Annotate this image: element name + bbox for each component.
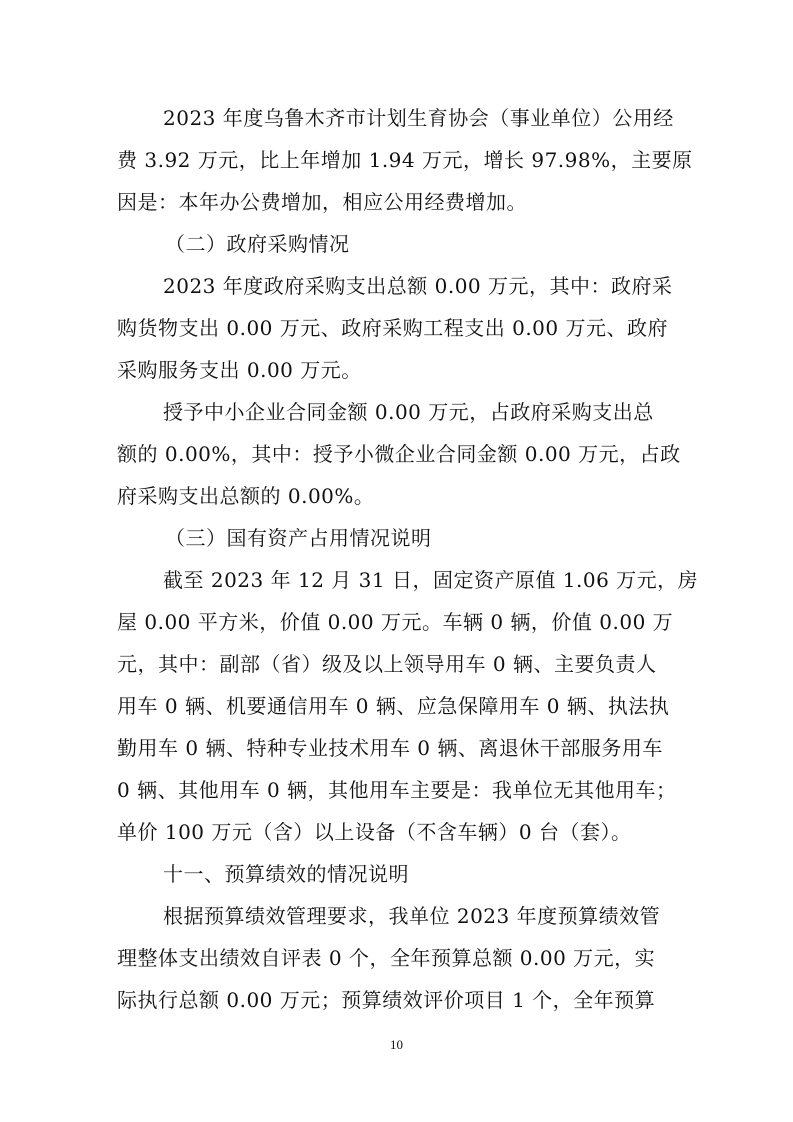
paragraph-line: 府采购支出总额的 0.00%。: [117, 484, 375, 508]
paragraph-line: 单价 100 万元（含）以上设备（不含车辆）0 台（套）。: [117, 820, 632, 844]
paragraph-line: 勤用车 0 辆、特种专业技术用车 0 辆、离退休干部服务用车: [117, 736, 663, 760]
paragraph-line: 截至 2023 年 12 月 31 日，固定资产原值 1.06 万元，房: [163, 568, 699, 592]
paragraph-line: 理整体支出绩效自评表 0 个，全年预算总额 0.00 万元，实: [117, 946, 656, 970]
paragraph-line: 额的 0.00%，其中：授予小微企业合同金额 0.00 万元，占政: [117, 442, 681, 466]
paragraph-line: 采购服务支出 0.00 万元。: [117, 358, 362, 382]
paragraph-line: 际执行总额 0.00 万元；预算绩效评价项目 1 个，全年预算: [117, 988, 656, 1012]
section-heading-state-assets: （三）国有资产占用情况说明: [165, 526, 432, 550]
section-heading-procurement: （二）政府采购情况: [165, 232, 350, 256]
paragraph-line: 0 辆、其他用车 0 辆，其他用车主要是：我单位无其他用车；: [117, 778, 677, 802]
paragraph-line: 因是：本年办公费增加，相应公用经费增加。: [117, 190, 527, 214]
paragraph-line: 2023 年度政府采购支出总额 0.00 万元，其中：政府采: [163, 274, 673, 298]
section-heading-performance: 十一、预算绩效的情况说明: [163, 862, 409, 886]
paragraph-line: 购货物支出 0.00 万元、政府采购工程支出 0.00 万元、政府: [117, 316, 668, 340]
paragraph-line: 费 3.92 万元，比上年增加 1.94 万元，增长 97.98%，主要原: [117, 148, 693, 172]
paragraph-line: 2023 年度乌鲁木齐市计划生育协会（事业单位）公用经: [163, 106, 674, 130]
page-number: 10: [390, 1037, 403, 1052]
paragraph-line: 根据预算绩效管理要求，我单位 2023 年度预算绩效管: [163, 904, 661, 928]
paragraph-line: 元，其中：副部（省）级及以上领导用车 0 辆、主要负责人: [117, 652, 657, 676]
paragraph-line: 用车 0 辆、机要通信用车 0 辆、应急保障用车 0 辆、执法执: [117, 694, 670, 718]
paragraph-line: 屋 0.00 平方米，价值 0.00 万元。车辆 0 辆，价值 0.00 万: [117, 610, 674, 634]
paragraph-line: 授予中小企业合同金额 0.00 万元，占政府采购支出总: [163, 400, 654, 424]
